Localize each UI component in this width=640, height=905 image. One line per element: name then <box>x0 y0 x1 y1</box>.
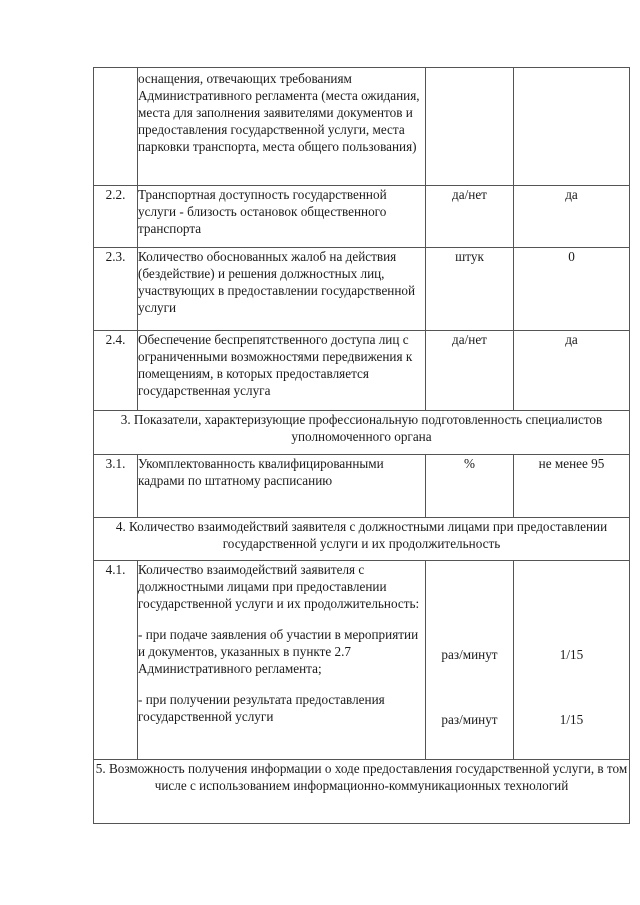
row-value <box>514 68 630 186</box>
table-row <box>94 248 630 331</box>
table-row <box>94 561 630 760</box>
row-text: Транспортная доступность государственной услуги - близость остановок общественного транспорта <box>138 186 426 248</box>
table-row <box>94 68 630 186</box>
item-2-unit: раз/минут <box>441 712 498 727</box>
row-value: да <box>514 186 630 248</box>
section-heading-row <box>94 518 630 561</box>
row-unit: да/нет <box>426 331 514 411</box>
section-heading-row <box>94 411 630 455</box>
section-4-heading: 4. Количество взаимодействий заявителя с должностными лицами при предоставлении государственной услуги и их продолжительность <box>94 518 630 561</box>
row-text: оснащения, отвечающих требованиям Административного регламента (места ожидания, места для заполнения заявителями документов и предоставления государственной услуги, места парковки транспорта, места общего пользования) <box>138 68 426 186</box>
row-unit <box>426 68 514 186</box>
row-value: да <box>514 331 630 411</box>
interaction-item-result: - при получении результата предоставления государственной услуги <box>138 692 385 724</box>
row-text: Обеспечение беспрепятственного доступа лиц с ограниченными возможностями передвижения к помещениям, в которых предоставляется государственная услуга <box>138 331 426 411</box>
item-1-unit: раз/минут <box>441 647 498 662</box>
row-unit: штук <box>426 248 514 331</box>
row-number: 2.4. <box>94 331 138 411</box>
row-value <box>514 561 630 760</box>
row-number <box>94 68 138 186</box>
row-number: 4.1. <box>94 561 138 760</box>
section-heading-row <box>94 760 630 824</box>
row-unit: да/нет <box>426 186 514 248</box>
row-number: 3.1. <box>94 455 138 518</box>
interaction-item-submission: - при подаче заявления об участии в мероприятии и документов, указанных в пункте 2.7 Административного регламента; <box>138 627 419 676</box>
row-unit: % <box>426 455 514 518</box>
row-text <box>138 561 426 760</box>
row-number: 2.2. <box>94 186 138 248</box>
indicators-table <box>93 67 630 824</box>
table-row <box>94 331 630 411</box>
row-text: Укомплектованность квалифицированными кадрами по штатному расписанию <box>138 455 426 518</box>
row-number: 2.3. <box>94 248 138 331</box>
interaction-intro: Количество взаимодействий заявителя с должностными лицами при предоставлении государственной услуги и их продолжительность: <box>138 562 420 611</box>
item-1-value: 1/15 <box>559 647 584 662</box>
row-unit <box>426 561 514 760</box>
row-value: 0 <box>514 248 630 331</box>
row-value: не менее 95 <box>514 455 630 518</box>
item-2-value: 1/15 <box>559 712 584 727</box>
section-5-heading: 5. Возможность получения информации о ходе предоставления государственной услуги, в том числе с использованием информационно-коммуникационных технологий <box>94 760 630 824</box>
table-row <box>94 186 630 248</box>
section-3-heading: 3. Показатели, характеризующие профессиональную подготовленность специалистов уполномоченного органа <box>94 411 630 455</box>
table-row <box>94 455 630 518</box>
row-text: Количество обоснованных жалоб на действия (бездействие) и решения должностных лиц, участвующих в предоставлении государственной услуги <box>138 248 426 331</box>
